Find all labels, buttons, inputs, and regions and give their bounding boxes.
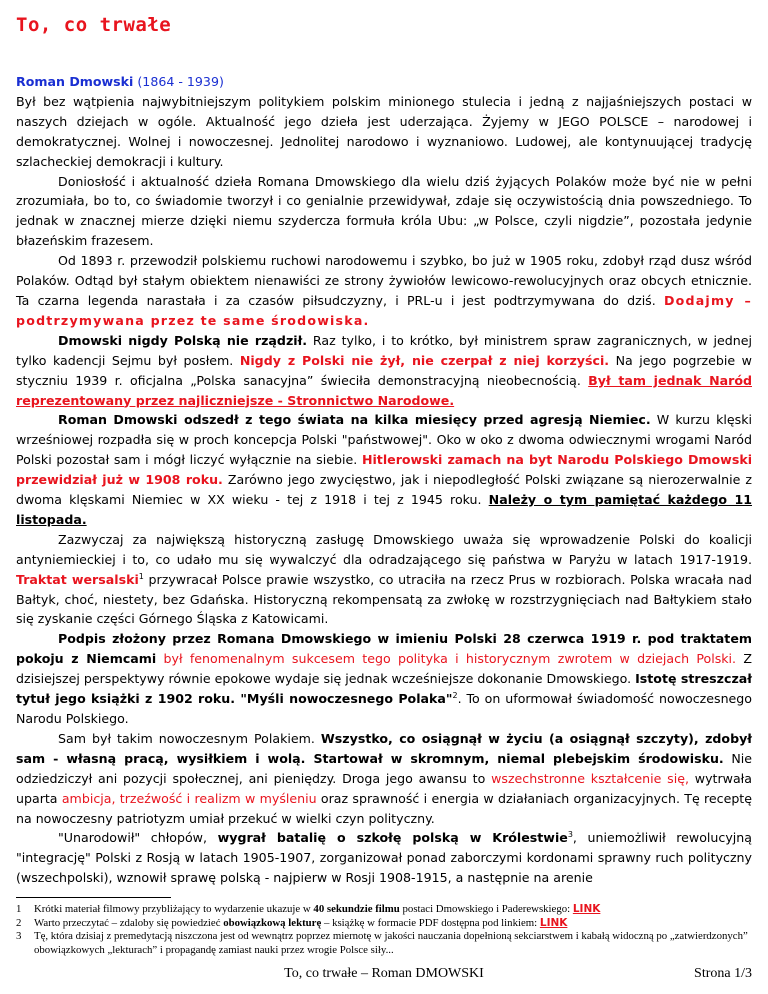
paragraph-5: Zazwyczaj za największą historyczną zasługę Dmowskiego uważa się wprowadzenie Polski do koalicji antyniemieckiej i to, co udało mu się wywalczyć dla odradzającego się państwa w Paryżu w latach 1917-1919. Traktat wersalski$^1$ przywracał Polsce prawie wszystko, co utraciła na rzecz Prus w rozbiorach. Polska wracała nad Bałtyk, choć, niestety, bez Gdańska. Historyczną rekompensatą za zwłokę w rozstrzygnięciach nad Bałtykiem stało się zyskanie części Górnego Śląska z Katowicami. [16, 531, 752, 627]
footnote-separator [16, 897, 171, 898]
paragraph-3: Dmowski nigdy Polską nie rządził. Raz tylko, i to krótko, był ministrem spraw zagranicznych, w jednej tylko kadencji Sejmu był posłem. Nigdy z Polski nie żył, nie czerpał z niej korzyści. Na jego pogrzebie w styczniu 1939 r. oficjalna „Polska sanacyjna” świeciła demonstracyjną nieobecnością. Był tam jednak Naród reprezentowany przez najliczniejsze - Stronnictwo Narodowe. [16, 332, 752, 408]
life-dates: (1864 - 1939) [137, 74, 224, 89]
paragraph-4: Roman Dmowski odszedł z tego świata na kilka miesięcy przed agresją Niemiec. W kurzu klęski wrześniowej rozpadła się w proch koncepcja Polski "państwowej". Oko w oko z dwoma odwiecznymi wrogami Naród Polski pozostał sam i mógł liczyć wyłącznie na siebie. Hitlerowski zamach na byt Narodu Polskiego Dmowski przewidział już w 1908 roku. Zarówno jego zwycięstwo, jak i niepodległość Polski związane są nierozerwalnie z dwoma klęskami Niemiec w XX wieku - tej z 1918 i tej z 1945 roku. Należy o tym pamiętać każdego 11 listopada. [16, 412, 753, 527]
footnote-2: 2 Warto przeczytać – zdaloby się powiedzieć obowiązkową lekturę – książkę w formacie PDF dostępna pod linkiem: LINK [16, 916, 568, 929]
person-name: Roman Dmowski [16, 74, 134, 89]
intro-paragraph: Roman Dmowski (1864 - 1939) Był bez wątpienia najwybitniejszym politykiem polskim minionego stulecia i jedną z najjaśniejszych postaci w naszych dziejach w ogóle. Aktualność jego dzieła jest uderzająca. Żyjemy w JEGO POLSCE – narodowej i demokratycznej. Wolnej i nowoczesnej. Jednolitej narodowo i wyznaniowo. Ludowej, ale kontynuującej tradycję szlacheckiej demokracji i kultury. [16, 74, 752, 169]
paragraph-1: Doniosłość i aktualność dzieła Romana Dmowskiego dla wielu dziś żyjących Polaków może być nie w pełni zrozumiała, bo to, co świadomie tworzył i co genialnie przewidywał, zdaje się oczywistością dnia powszedniego. To jednak w znacznej mierze dzięki niemu szydercza formuła króla Ubu: „w Polsce, czyli nigdzie”, pozostała jedynie błazeńskim frazesem. [16, 173, 752, 249]
page-footer [16, 966, 752, 984]
document-page [16, 14, 752, 888]
footnote-3: 3 Tę, która dzisiaj z premedytacją niszczona jest od wewnątrz poprzez miernotę w jakości nauczania dopełnioną sekciarstwem i kabałą widoczną po „zatwierdzonych” obowiązkowych „lekturach” i propagandę zamiast nauki przez wrogie Polsce siły... [16, 930, 748, 956]
document-title: To, co trwałe [16, 14, 172, 36]
footer-title: To, co trwałe – Roman DMOWSKI [284, 966, 484, 981]
page-number: Strona 1/3 [694, 966, 752, 981]
footnote-1: 1 Krótki materiał filmowy przybliżający to wydarzenie ukazuje w 40 sekundzie filmu postaci Dmowskiego i Paderewskiego: LINK [16, 903, 601, 915]
paragraph-2: Od 1893 r. przewodził polskiemu ruchowi narodowemu i szybko, bo już w 1905 roku, zdobył rząd dusz wśród Polaków. Odtąd był stałym obiektem nienawiści ze strony żywiołów lewicowo-rewolucyjnych oraz obcych etnicznie. Ta czarna legenda narastała i za czasów piłsudczyzny, i PRL-u i jest podtrzymywana do dziś. Dodajmy – podtrzymywana przez te same środowiska. [16, 253, 753, 328]
article-body [16, 72, 752, 888]
paragraph-7: Sam był takim nowoczesnym Polakiem. Wszystko, co osiągnął w życiu (a osiągnął szczyty), zdobył sam - własną pracą, wysiłkiem i wolą. Startował w skromnym, niemal plebejskim środowisku. Nie odziedziczył ani pozycji społecznej, ani pieniędzy. Droga jego awansu to wszechstronne kształcenie się, wytrwała uparta ambicja, trzeźwość i realizm w myśleniu oraz sprawność i energia w działaniach organizacyjnych. Tę receptę na nowoczesny patriotyzm umiał przekuć w wielki czyn polityczny. [16, 730, 752, 826]
footnotes [16, 903, 752, 957]
pdf-link[interactable]: LINK [539, 916, 568, 929]
film-link[interactable]: LINK [572, 903, 601, 915]
paragraph-8: "Unarodowił" chłopów, wygrał batalię o szkołę polską w Królestwie$^3$, uniemożliwił rewolucyjną "integrację" Polski z Rosją w latach 1905-1907, zorganizował ponad zaborczymi kordonami sprawny ruch polityczny (wszechpolski), wznowił sprawę polską - najpierw w Rosji 1908-1915, a następnie na arenie [16, 830, 752, 886]
paragraph-6: Podpis złożony przez Romana Dmowskiego w imieniu Polski 28 czerwca 1919 r. pod traktatem pokoju z Niemcami był fenomenalnym sukcesem tego polityka i historycznym zwrotem w dziejach Polski. Z dzisiejszej perspektywy równie epokowe wydaje się jednak wcześniejsze dokonanie Dmowskiego. Istotę streszczał tytuł jego książki z 1902 roku. "Myśli nowoczesnego Polaka"$^2$. To on uformował świadomość nowoczesnego Narodu Polskiego. [16, 631, 753, 726]
